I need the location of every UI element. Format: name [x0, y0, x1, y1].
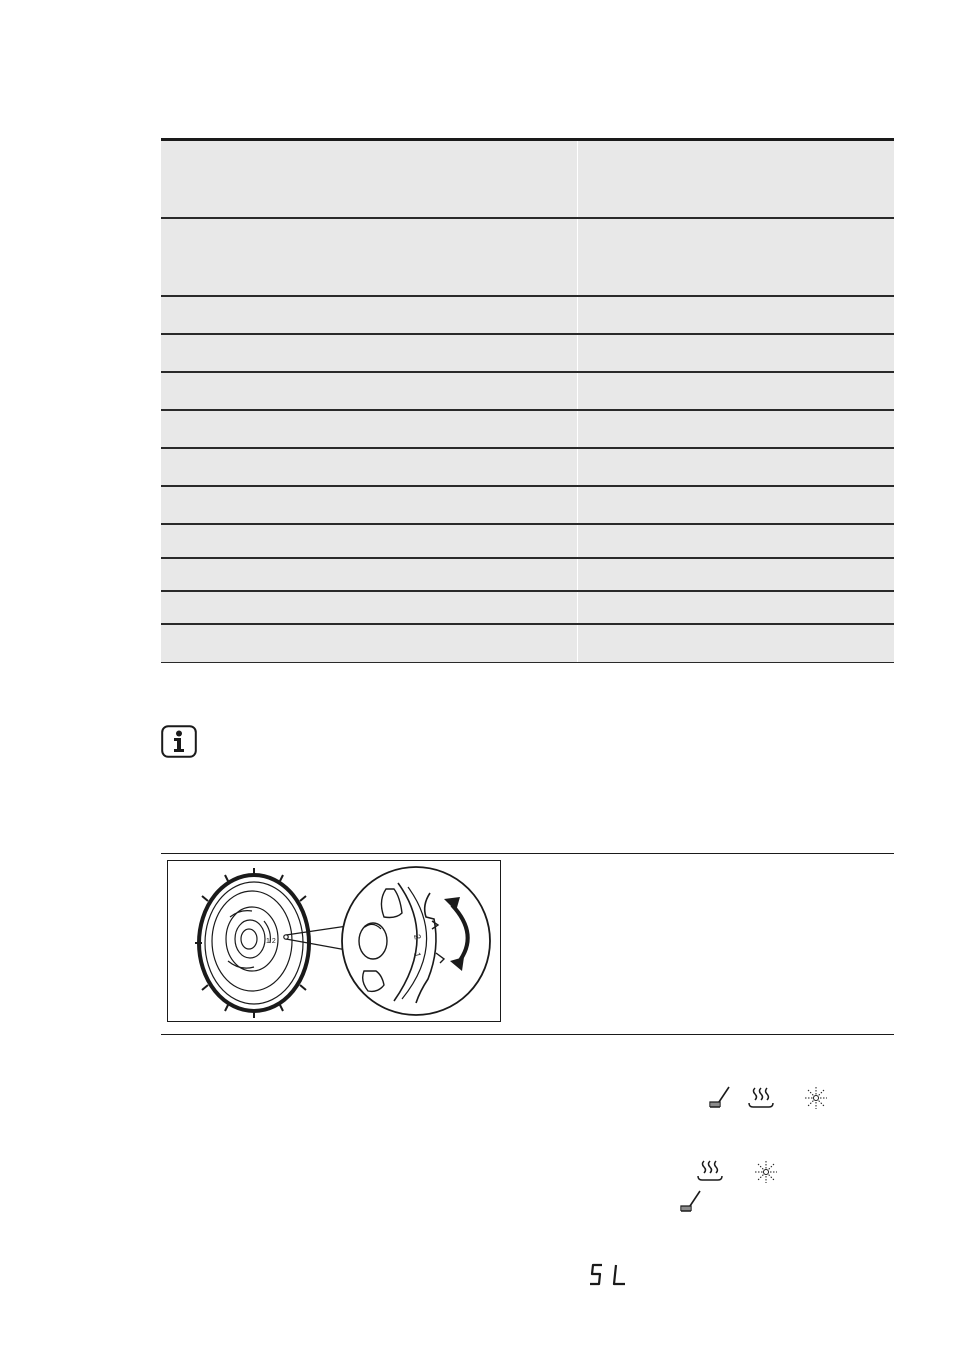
table-cell: [577, 592, 894, 623]
table-row: [161, 373, 894, 411]
section-rule-bottom: [161, 1034, 894, 1035]
svg-text:1 2: 1 2: [266, 938, 276, 945]
table-cell: [577, 411, 894, 447]
table-cell: [577, 487, 894, 523]
table-row: [161, 297, 894, 335]
table-row: [161, 559, 894, 592]
sparkle-icon: [753, 1159, 779, 1185]
svg-text:2: 2: [412, 933, 423, 941]
table-cell: [161, 141, 577, 217]
sparkle-icon: [803, 1085, 829, 1111]
water-softener-dial-illustration: [167, 860, 501, 1022]
steam-heat-icon: [746, 1085, 776, 1111]
table-cell: [577, 559, 894, 590]
table-cell: [161, 373, 577, 409]
table-cell: [161, 297, 577, 333]
table-row: [161, 592, 894, 625]
table-cell: [161, 335, 577, 371]
table-cell: [161, 625, 577, 662]
table-cell: [161, 487, 577, 523]
table-cell: [577, 219, 894, 295]
table-row: [161, 525, 894, 559]
svg-text:1: 1: [412, 951, 423, 959]
table-row: [161, 411, 894, 449]
info-icon: [161, 725, 197, 758]
table-cell: [161, 525, 577, 557]
table-row: [161, 449, 894, 487]
table-row: [161, 335, 894, 373]
table-cell: [161, 411, 577, 447]
table-row: [161, 487, 894, 525]
display-code-icon: [588, 1263, 630, 1292]
settings-table: [161, 138, 894, 663]
table-header-row: [161, 141, 894, 219]
table-cell: [577, 525, 894, 557]
dial-ring: [195, 868, 309, 1018]
dial-hub: [226, 907, 278, 971]
table-cell: [577, 625, 894, 662]
table-cell: [577, 297, 894, 333]
table-cell: [577, 335, 894, 371]
section-rule-top: [161, 853, 894, 854]
table-cell: [161, 592, 577, 623]
table-cell: [161, 219, 577, 295]
table-cell: [577, 373, 894, 409]
table-row: [161, 625, 894, 663]
table-cell: [577, 141, 894, 217]
table-row: [161, 219, 894, 297]
table-cell: [161, 559, 577, 590]
brush-icon: [677, 1189, 703, 1215]
table-cell: [577, 449, 894, 485]
brush-icon: [706, 1085, 732, 1111]
table-cell: [161, 449, 577, 485]
steam-heat-icon: [695, 1158, 725, 1184]
